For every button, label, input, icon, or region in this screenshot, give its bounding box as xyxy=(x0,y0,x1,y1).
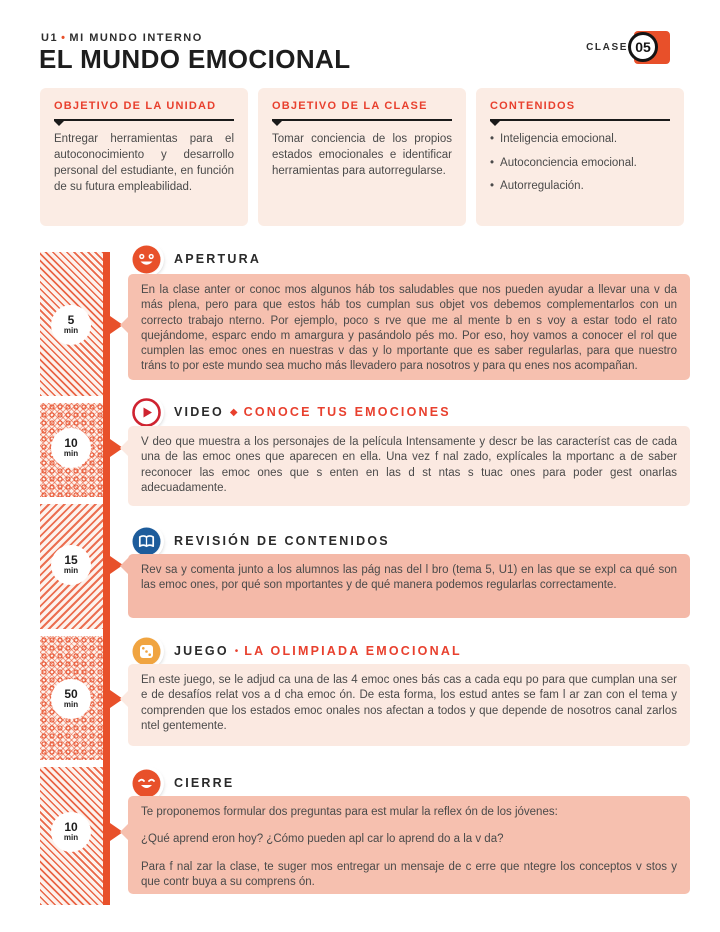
duration-value: 5 xyxy=(67,313,75,328)
unit-name: MI MUNDO INTERNO xyxy=(69,32,203,44)
duration-value: 10 xyxy=(64,436,78,451)
card-body: Entregar herramientas para el autoconocimiento y desarrollo personal del estudiante, en función de su futura empleabilidad. xyxy=(54,133,234,193)
section-title: APERTURA xyxy=(174,252,262,266)
card-title: OBJETIVO DE LA UNIDAD xyxy=(54,100,217,112)
section-body-apertura xyxy=(128,274,690,380)
bullet-text: Autorregulación. xyxy=(500,180,584,193)
section-text: ¿Qué aprend eron hoy? ¿Cómo pueden apl car lo aprend do a la v da? xyxy=(141,833,504,846)
duration-badge-video xyxy=(51,428,91,468)
dice-icon xyxy=(132,637,161,666)
rule-divider xyxy=(54,119,234,121)
section-body-video xyxy=(128,426,690,506)
section-header-juego xyxy=(132,636,462,666)
section-text: Rev sa y comenta junto a los alumnos las pág nas del l bro (tema 5, U1) en las que se expl ca qué son las emoc ones, por qué son mportantes y de qué manera podemos regularlas correctamente. xyxy=(141,564,677,592)
duration-value: 50 xyxy=(64,687,78,702)
open-book-icon xyxy=(132,527,161,556)
smiley-face-icon xyxy=(132,245,161,274)
section-title: JUEGO xyxy=(174,644,229,658)
section-text: En la clase anter or conoc mos algunos háb tos saludables que nos pueden ayudar a llevar una v da más plena, pero para que estos háb tos cumplan sus objet vos debemos complementarlos con un correcto trabajo nterno. Por ejemplo, poco s rve que me al mente b en s voy a estar todo el rato quejándome, esparc endo m amargura y pasándolo pés mo. Por eso, hoy vamos a conocer el rol que cumplen las emoc ones en nuestras v das y lo mportante que es saber regularlas, para que nuestro tráns to por este mundo sea mucho más llevadero para nosotros y para qu enes nos acompañan. xyxy=(141,284,677,373)
timeline-accent-strip xyxy=(103,252,110,905)
bullet-icon: • xyxy=(490,156,495,169)
duration-value: 10 xyxy=(64,820,78,835)
list-item xyxy=(490,179,670,195)
bullet-text: Autoconciencia emocional. xyxy=(500,156,637,169)
clase-number-badge xyxy=(634,31,670,64)
card-contenidos xyxy=(476,88,684,226)
card-objetivo-unidad xyxy=(40,88,248,226)
duration-unit: min xyxy=(63,700,79,710)
section-header-cierre xyxy=(132,768,234,798)
card-title: CONTENIDOS xyxy=(490,100,576,112)
card-title: OBJETIVO DE LA CLASE xyxy=(272,100,428,112)
section-subtitle: CONOCE TUS EMOCIONES xyxy=(243,405,451,419)
notch-left-icon xyxy=(120,557,129,575)
notch-left-icon xyxy=(120,823,129,841)
clase-label: CLASE xyxy=(586,42,628,53)
page-title: EL MUNDO EMOCIONAL xyxy=(39,44,351,74)
rule-divider xyxy=(272,119,452,121)
section-body-revision xyxy=(128,554,690,618)
duration-unit: min xyxy=(63,833,79,843)
section-subtitle: LA OLIMPIADA EMOCIONAL xyxy=(244,644,462,658)
notch-left-icon xyxy=(120,690,129,708)
duration-badge-cierre xyxy=(51,812,91,852)
unit-code: U1 xyxy=(41,32,59,44)
section-title: CIERRE xyxy=(174,776,235,790)
clase-number: 05 xyxy=(628,32,658,62)
section-body-juego xyxy=(128,664,690,746)
diamond-separator-icon: ◆ xyxy=(229,406,238,418)
notch-left-icon xyxy=(120,316,129,334)
section-text: En este juego, se le adjud ca una de las 4 emoc ones bás cas a cada equ po para que cumplan una ser e de desafíos relat vos a d cha emoc ón. De esta forma, los estud antes se fam l ar zan con el tema y comprenden que los estados emoc onales nos afectan a todos y que depende de nosotros canal zarlos ntel gentemente. xyxy=(141,674,677,732)
rule-divider xyxy=(490,119,670,121)
duration-unit: min xyxy=(63,449,79,459)
card-body: Tomar conciencia de los propios estados emocionales e identificar herramientas para autorregularse. xyxy=(272,133,452,177)
duration-badge-apertura xyxy=(51,305,91,345)
unit-breadcrumb xyxy=(41,32,203,44)
bullet-icon: • xyxy=(490,180,495,193)
section-header-revision xyxy=(132,526,390,556)
section-header-video xyxy=(132,397,451,427)
bullet-text: Inteligencia emocional. xyxy=(500,133,618,145)
card-objetivo-clase xyxy=(258,88,466,226)
list-item xyxy=(490,132,670,148)
duration-unit: min xyxy=(63,566,79,576)
smiley-face-icon xyxy=(132,769,161,798)
play-video-icon xyxy=(132,398,161,427)
section-title: REVISIÓN DE CONTENIDOS xyxy=(174,534,390,548)
section-body-cierre xyxy=(128,796,690,894)
duration-value: 15 xyxy=(64,553,78,568)
section-header-apertura xyxy=(132,244,261,274)
bullet-icon: • xyxy=(490,133,495,145)
timeline-bar xyxy=(40,252,110,905)
section-text: V deo que muestra a los personajes de la película Intensamente y descr be las característ cas de cada una de las emoc ones que aparecen en ella. Una vez f nal zado, explícales la mportanc a de saber reconocer las emoc ones que s enten en las d st ntas s tuac ones para poder gest onarlas adecuadamente. xyxy=(141,436,677,494)
duration-badge-revision xyxy=(51,545,91,585)
bullet-separator-icon: • xyxy=(234,645,239,657)
notch-left-icon xyxy=(120,439,129,457)
section-text: Para f nal zar la clase, te suger mos entregar un mensaje de c erre que ntegre los conceptos v stos y que contr buya a su comprens ón. xyxy=(141,860,677,888)
duration-unit: min xyxy=(63,326,79,336)
duration-badge-juego xyxy=(51,679,91,719)
list-item xyxy=(490,156,670,172)
section-text: Te proponemos formular dos preguntas para est mular la reflex ón de los jóvenes: xyxy=(141,806,558,818)
dot-separator: • xyxy=(61,32,67,44)
section-title: VIDEO xyxy=(174,405,224,419)
